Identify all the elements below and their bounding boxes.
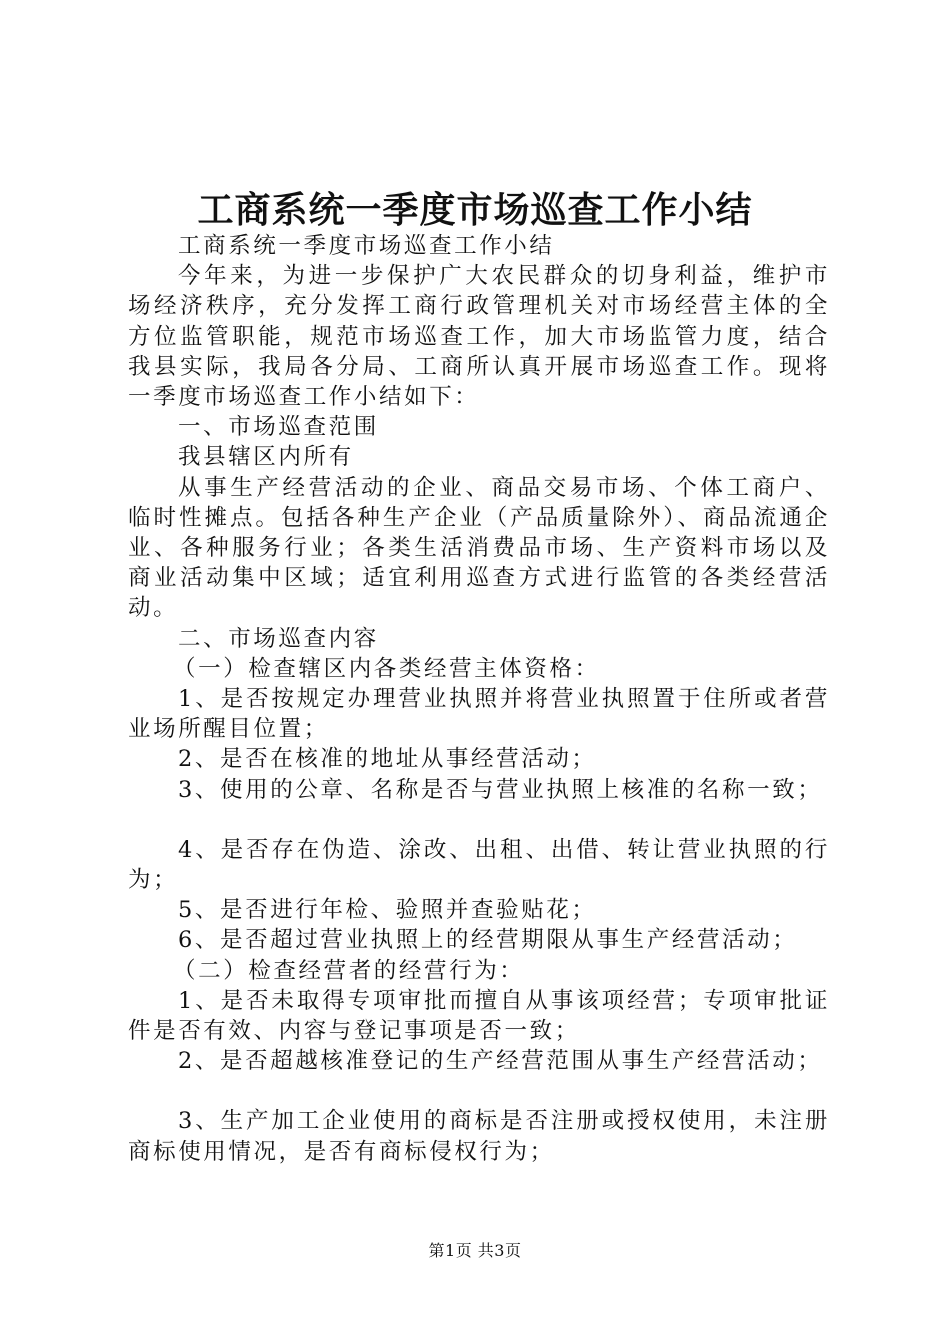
page-footer: 第1页 共3页: [428, 1241, 522, 1260]
section-heading-content: 二、市场巡查内容: [178, 625, 379, 652]
paragraph-scope-detail: 从事生产经营活动的企业、商品交易市场、个体工商户、临时性摊点。包括各种生产企业（产品质量除外）、商品流通企业、各种服务行业；各类生活消费品市场、生产资料市场以及商业活动集中区域；适宜利用巡查方式进行监管的各类经营活动。: [128, 474, 830, 622]
list-item: 1、是否按规定办理营业执照并将营业执照置于住所或者营业场所醒目位置；: [128, 686, 830, 743]
list-item: 3、使用的公章、名称是否与营业执照上核准的名称一致；: [178, 776, 823, 803]
blank-line: [128, 805, 830, 835]
document-body: [128, 231, 830, 1167]
subsection-heading-behavior: （二）检查经营者的经营行为：: [173, 957, 525, 984]
paragraph-subtitle: 工商系统一季度市场巡查工作小结: [178, 233, 555, 259]
paragraph-intro: 今年来，为进一步保护广大农民群众的切身利益，维护市场经济秩序，充分发挥工商行政管理机关对市场经营主体的全方位监管职能，规范市场巡查工作，加大市场监管力度，结合我县实际，我局各分局、工商所认真开展市场巡查工作。现将一季度市场巡查工作小结如下：: [128, 263, 830, 411]
list-item: 6、是否超过营业执照上的经营期限从事生产经营活动；: [178, 927, 798, 954]
document-title: 工商系统一季度市场巡查工作小结: [197, 189, 753, 231]
list-item: 2、是否在核准的地址从事经营活动；: [178, 746, 597, 773]
list-item: 1、是否未取得专项审批而擅自从事该项经营；专项审批证件是否有效、内容与登记事项是否一致；: [128, 987, 830, 1045]
list-item: 5、是否进行年检、验照并查验贴花；: [178, 897, 597, 924]
section-heading-scope: 一、市场巡查范围: [178, 414, 379, 441]
blank-line: [128, 1076, 830, 1106]
list-item: 2、是否超越核准登记的生产经营范围从事生产经营活动；: [178, 1048, 823, 1075]
subsection-heading-qualification: （一）检查辖区内各类经营主体资格：: [173, 655, 600, 682]
list-item: 3、生产加工企业使用的商标是否注册或授权使用，未注册商标使用情况，是否有商标侵权行为；: [128, 1108, 830, 1165]
paragraph-scope-lead: 我县辖区内所有: [178, 444, 354, 471]
list-item: 4、是否存在伪造、涂改、出租、出借、转让营业执照的行为；: [128, 836, 830, 894]
